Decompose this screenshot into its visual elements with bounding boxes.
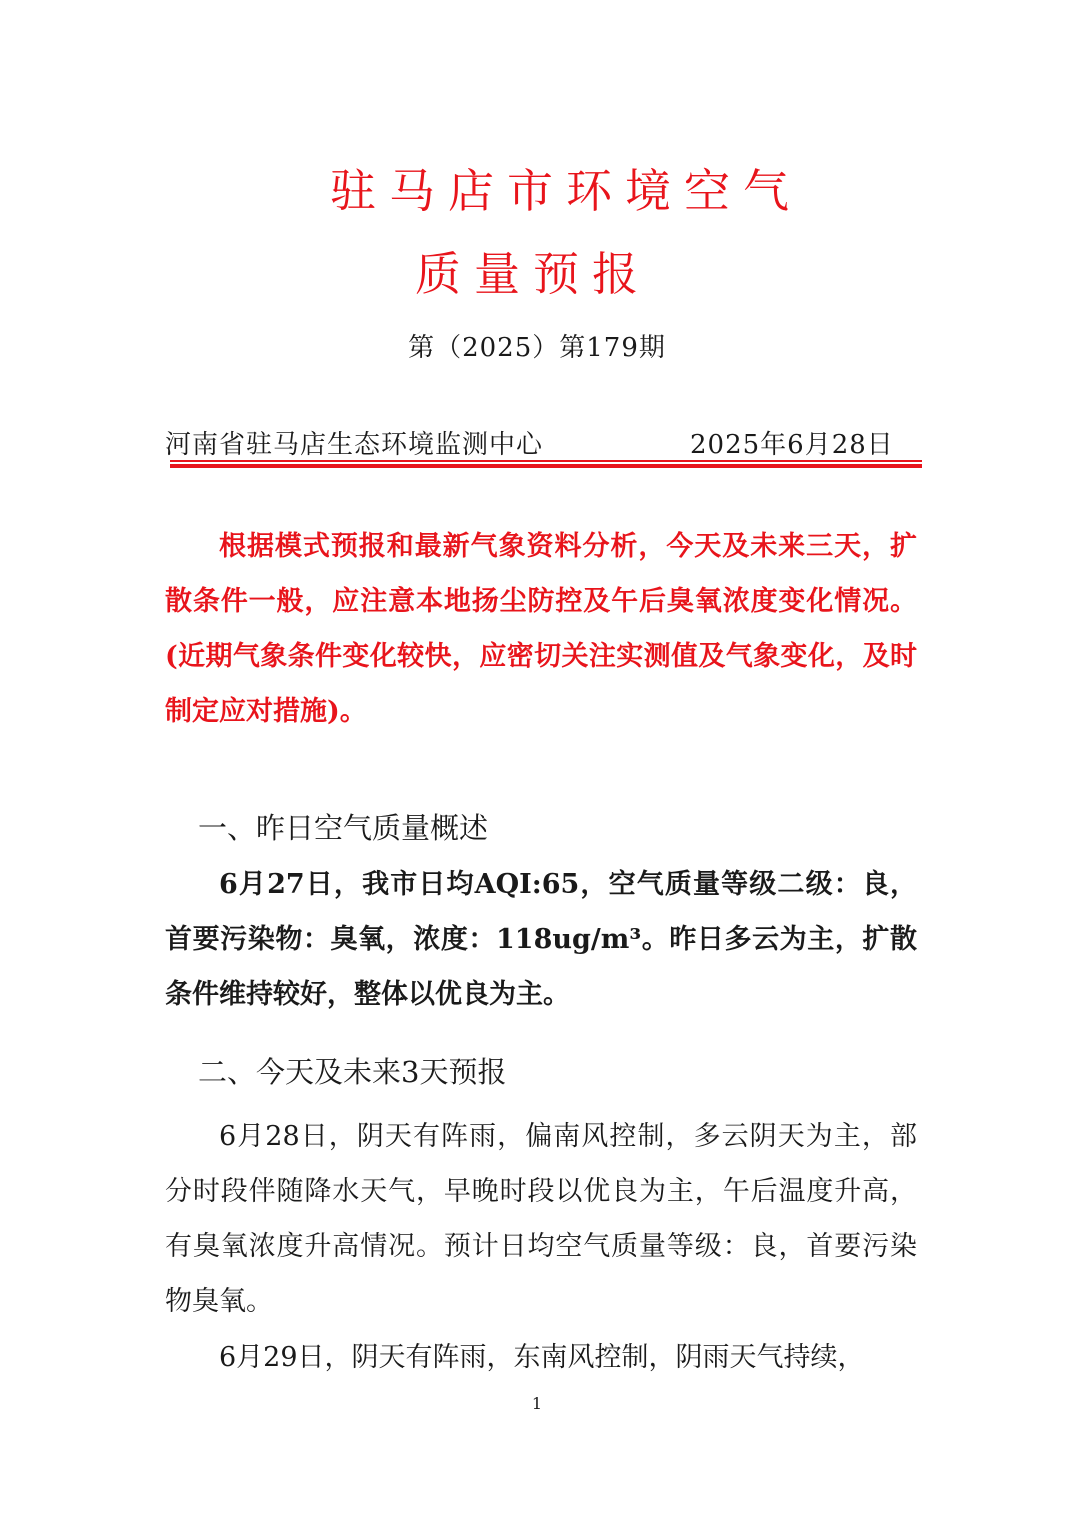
forecast-paragraph-june-29: 6月29日，阴天有阵雨，东南风控制，阴雨天气持续， (219, 1342, 865, 1373)
header-divider-thick (170, 464, 922, 468)
header-divider-thin (170, 460, 922, 462)
issue-date: 2025年6月28日 (690, 430, 894, 460)
yesterday-overview-paragraph: 6月27日，我市日均AQI:65，空气质量等级二级：良，首要污染物：臭氧，浓度：118ug/m³。昨日多云为主，扩散条件维持较好，整体以优良为主。 (165, 869, 917, 1010)
section-heading-yesterday: 一、昨日空气质量概述 (198, 811, 489, 845)
section-heading-forecast: 二、今天及未来3天预报 (198, 1055, 507, 1089)
document-title-line-1: 驻马店市环境空气 (330, 164, 802, 218)
document-title-line-2: 质量预报 (415, 247, 651, 301)
issuing-organization: 河南省驻马店生态环境监测中心 (165, 430, 544, 460)
issue-number: 第（2025）第179期 (408, 333, 666, 363)
forecast-paragraph-june-28: 6月28日，阴天有阵雨，偏南风控制，多云阴天为主，部分时段伴随降水天气，早晚时段以优良为主，午后温度升高，有臭氧浓度升高情况。预计日均空气质量等级：良，首要污染物臭氧。 (165, 1121, 917, 1317)
page-number: 1 (531, 1394, 543, 1413)
forecast-summary: 根据模式预报和最新气象资料分析，今天及未来三天，扩散条件一般，应注意本地扬尘防控及午后臭氧浓度变化情况。(近期气象条件变化较快，应密切关注实测值及气象变化，及时制定应对措施)。 (165, 531, 917, 727)
